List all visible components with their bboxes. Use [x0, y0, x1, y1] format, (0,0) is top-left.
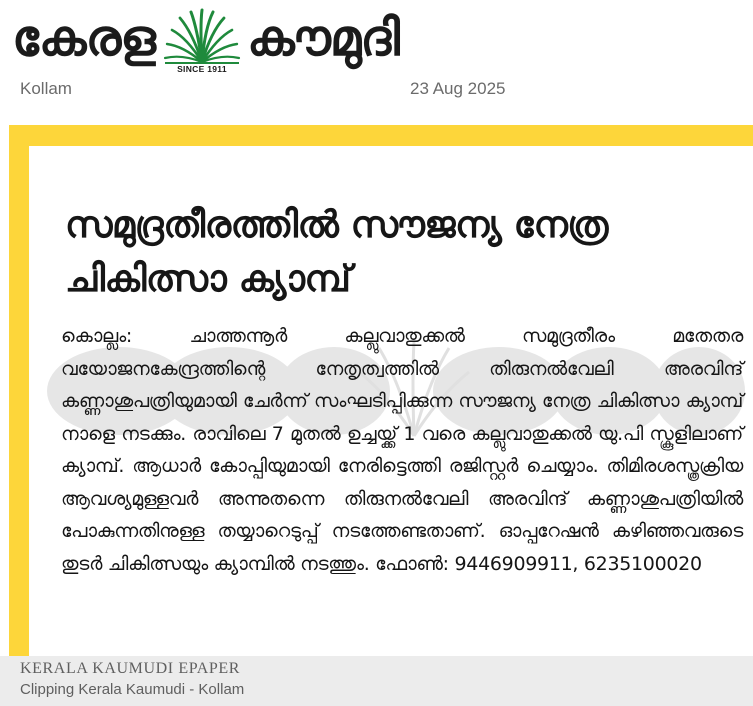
edition-location: Kollam: [20, 79, 72, 98]
edition-date: 23 Aug 2025: [410, 79, 506, 98]
kaumudi-logo-icon: [161, 6, 243, 78]
brand-name-right: കൗമുദി: [246, 9, 400, 67]
article-body: കൊല്ലം: ചാത്തന്നൂർ കല്ലുവാതുക്കൽ സമുദ്രതീരം മതേതര വയോജനകേന്ദ്രത്തിന്റെ നേതൃത്വത്തിൽ തിരുനൽവേലി അരവിന്ദ് കണ്ണാശുപത്രിയുമായി ചേർന്ന് സംഘടിപ്പിക്കുന്ന സൗജന്യ നേത്ര ചികിത്സാ ക്യാമ്പ് നാളെ നടക്കും. രാവിലെ 7 മുതൽ ഉച്ചയ്ക്ക് 1 വരെ കല്ലുവാതുക്കൽ യു.പി സ്കൂളിലാണ് ക്യാമ്പ്. ആധാർ കോപ്പിയുമായി നേരിട്ടെത്തി രജിസ്റ്റർ ചെയ്യാം. തിമിരശസ്ത്രക്രിയ ആവശ്യമുള്ളവർ അന്നുതന്നെ തിരുനൽവേലി അരവിന്ദ് കണ്ണാശുപത്രിയിൽ പോകുന്നതിനുള്ള തയ്യാറെടുപ്പ് നടത്തേണ്ടതാണ്. ഓപ്പറേഷൻ കഴിഞ്ഞവരുടെ തുടർ ചികിത്സയും ക്യാമ്പിൽ നടത്തും. ഫോൺ: 9446909911, 6235100020: [61, 325, 743, 575]
masthead: [0, 0, 753, 108]
footer: [0, 656, 753, 706]
footer-title: KERALA KAUMUDI EPAPER: [20, 660, 241, 677]
since-label: SINCE 1911: [177, 64, 227, 74]
brand-name-left: കേരള: [12, 9, 155, 67]
clipping-frame: [9, 125, 753, 656]
article-headline: സമുദ്രതീരത്തിൽ സൗജന്യ നേത്ര ചികിത്സാ ക്യാമ്പ്: [65, 203, 608, 300]
brand-logo[interactable]: [12, 6, 399, 76]
footer-subtitle: Clipping Kerala Kaumudi - Kollam: [20, 681, 245, 698]
clipping-article: [29, 146, 753, 656]
